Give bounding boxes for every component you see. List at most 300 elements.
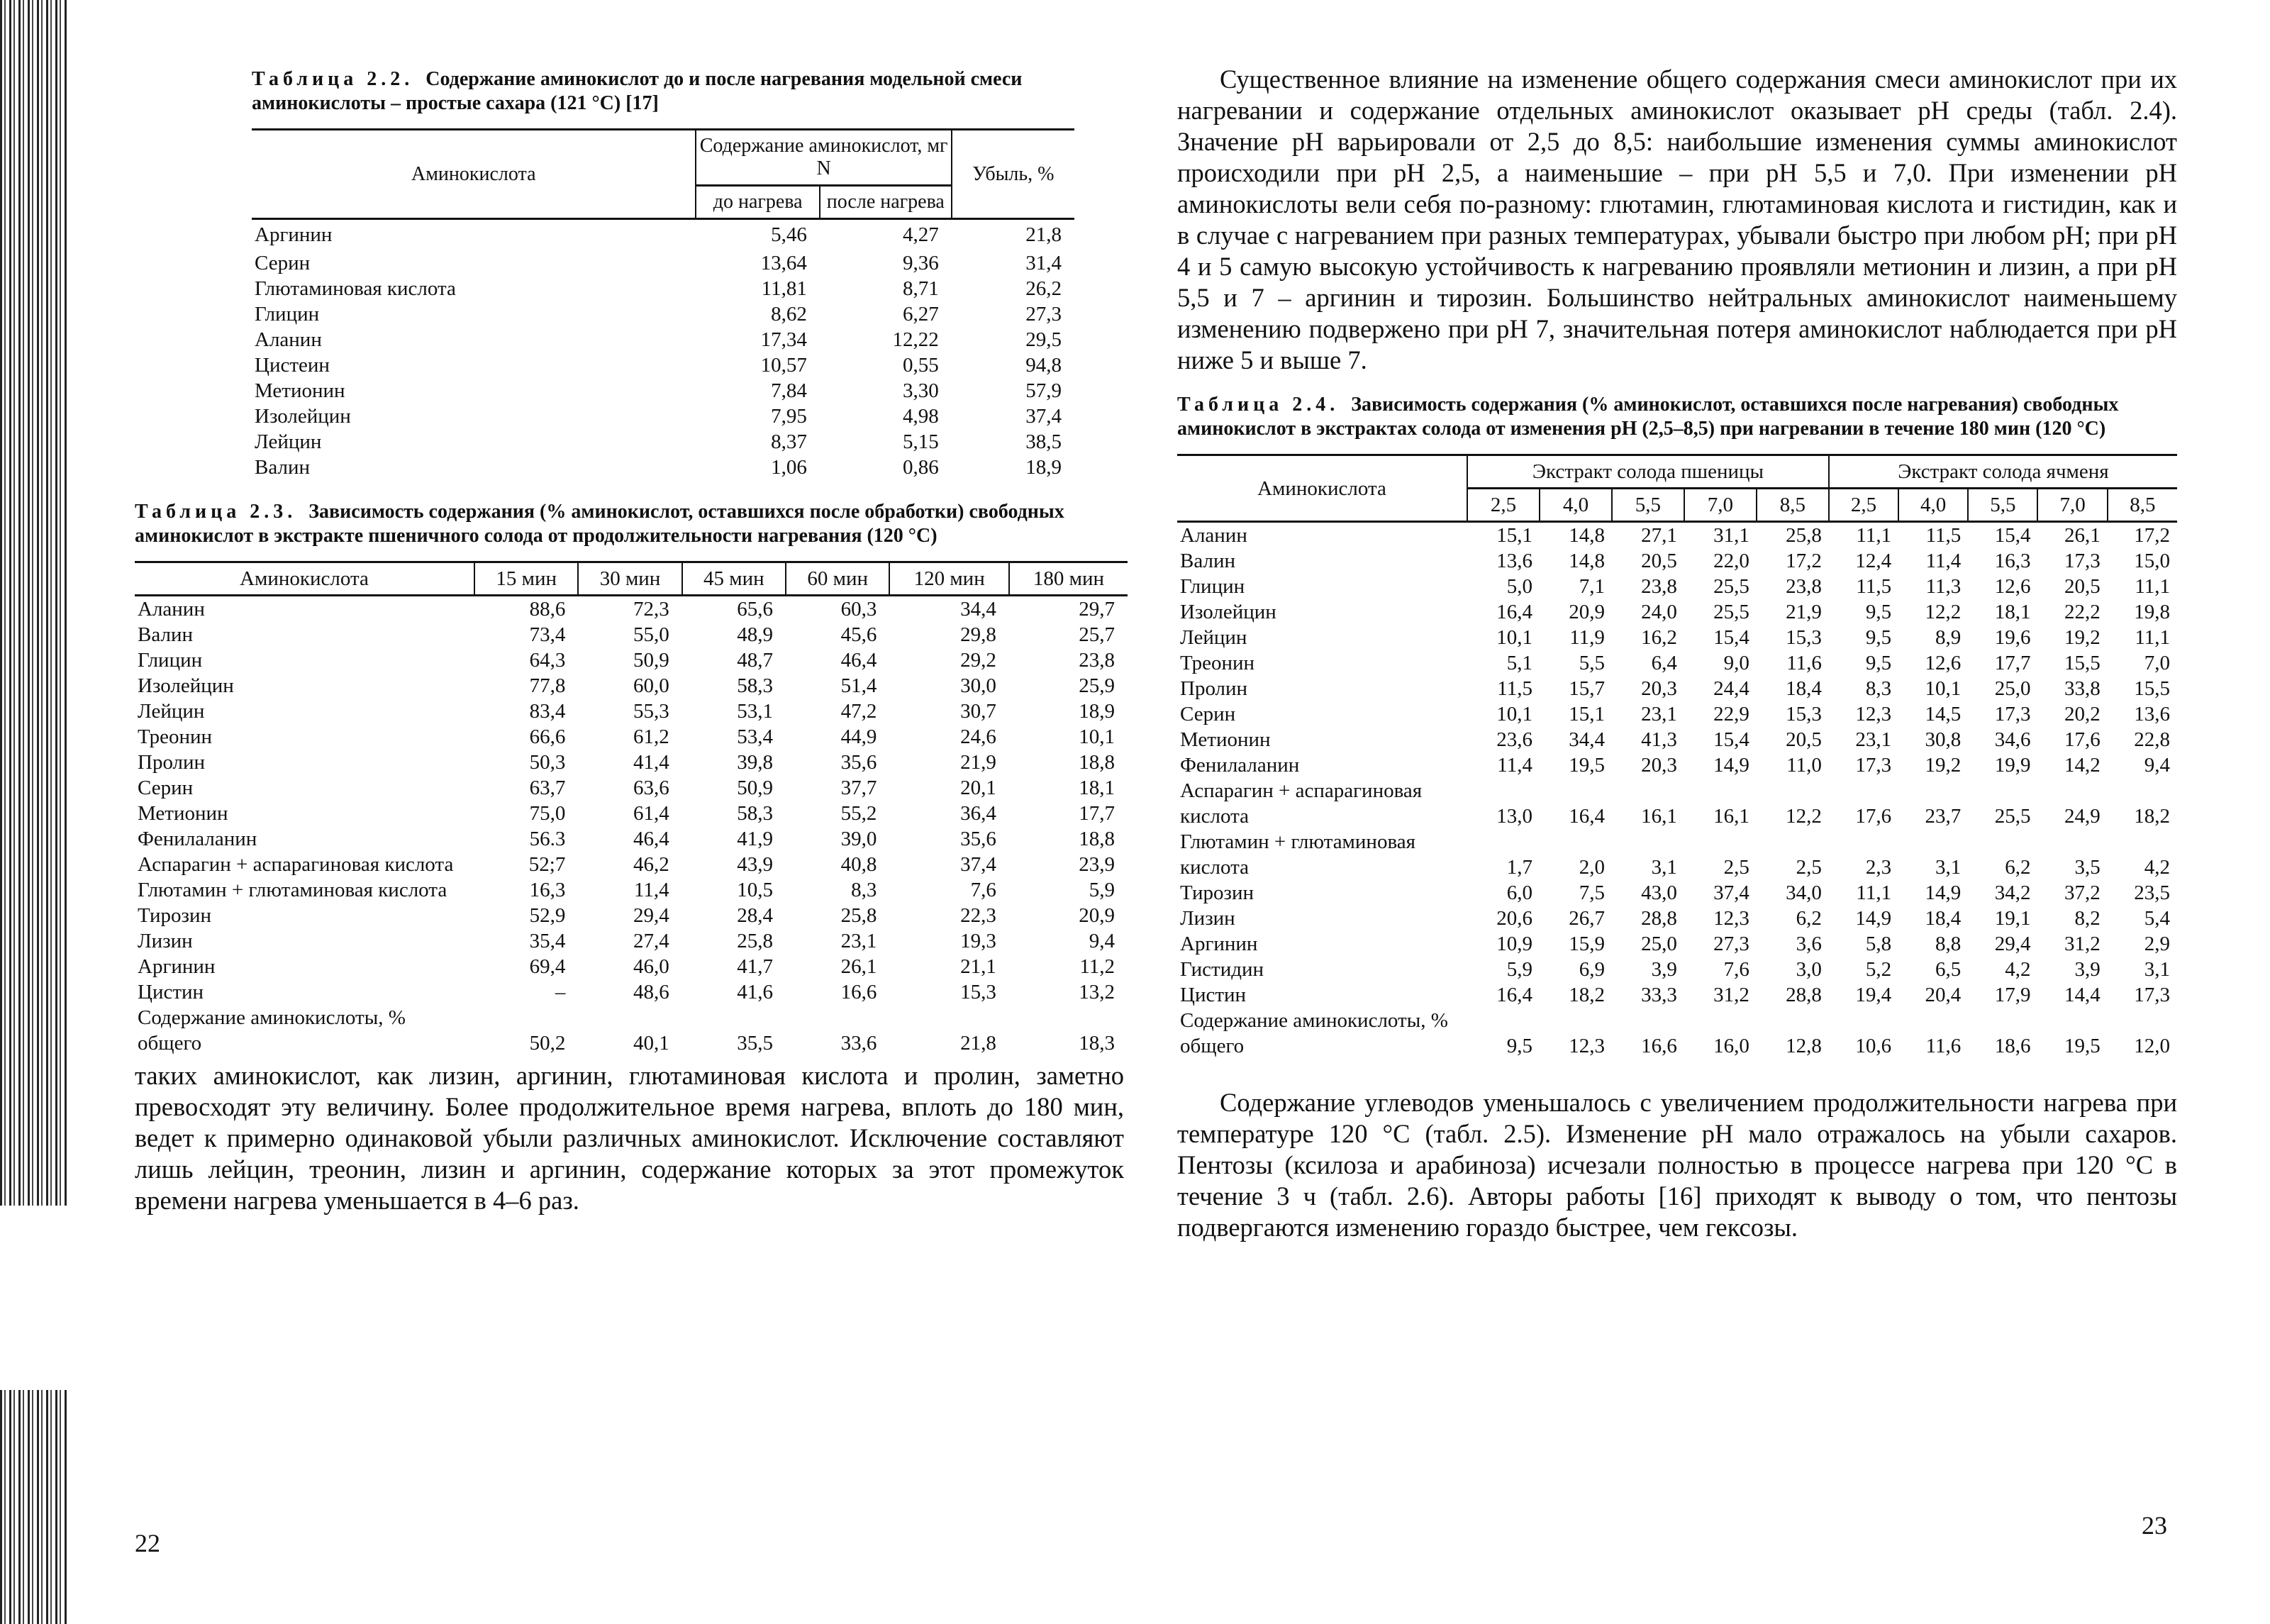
value-cell: 34,6 xyxy=(1994,728,2031,751)
value-cell: 4,2 xyxy=(2144,856,2170,879)
table-row xyxy=(135,775,1128,801)
value-cell: 11,6 xyxy=(1925,1035,1962,1057)
value-cell: 24,4 xyxy=(1713,677,1749,700)
value-cell: 0,55 xyxy=(903,353,939,377)
value-cell: 51,4 xyxy=(840,674,877,697)
t22-header-before: до нагрева xyxy=(696,186,819,219)
value-cell: 10,57 xyxy=(760,353,807,377)
value-cell: 5,8 xyxy=(1865,933,1892,955)
value-cell: 55,0 xyxy=(633,623,669,646)
value-cell: 8,9 xyxy=(1935,626,1962,649)
value-cell: 6,2 xyxy=(1796,907,1822,930)
value-cell: 52,9 xyxy=(529,903,566,927)
amino-acid-name: Аргинин xyxy=(255,223,333,247)
amino-acid-name: Треонин xyxy=(1180,652,1255,674)
value-cell: 7,5 xyxy=(1579,881,1605,904)
value-cell: 5,0 xyxy=(1506,575,1532,598)
value-cell: 40,1 xyxy=(633,1031,669,1055)
value-cell: 1,06 xyxy=(771,455,807,479)
value-cell: 3,0 xyxy=(1796,958,1822,981)
ph-header-7: 5,5 xyxy=(1968,489,2037,522)
value-cell: 27,4 xyxy=(633,929,669,952)
value-cell: 14,4 xyxy=(2064,984,2101,1006)
value-cell: 31,1 xyxy=(1713,524,1749,547)
value-cell: 23,8 xyxy=(1786,575,1822,598)
value-cell: 23,6 xyxy=(1496,728,1532,751)
value-cell: 25,9 xyxy=(1079,674,1115,697)
table-row xyxy=(135,801,1128,826)
value-cell: 21,9 xyxy=(960,750,996,774)
value-cell: 8,2 xyxy=(2074,907,2101,930)
table-row xyxy=(1177,906,2177,931)
table-2-3-title: Зависимость содержания (% аминокислот, оставшихся после обработки) свободных аминокислот в экстракте пшеничного солода от продолжительности нагревания (120 °C) xyxy=(135,500,1064,547)
value-cell: 18,1 xyxy=(1994,601,2031,623)
right-page xyxy=(1177,64,2177,1243)
value-cell: 16,0 xyxy=(1713,1035,1749,1057)
value-cell: 19,3 xyxy=(960,929,996,952)
value-cell: 38,5 xyxy=(1025,430,1062,453)
value-cell: 7,1 xyxy=(1579,575,1605,598)
value-cell: 2,9 xyxy=(2144,933,2170,955)
value-cell: 3,1 xyxy=(1935,856,1962,879)
value-cell: 37,4 xyxy=(1025,404,1062,428)
value-cell: 18,8 xyxy=(1079,750,1115,774)
value-cell: 24,0 xyxy=(1641,601,1677,623)
value-cell: 34,4 xyxy=(1569,728,1605,751)
value-cell: 52;7 xyxy=(528,852,566,876)
amino-acid-name: Серин xyxy=(255,251,311,274)
value-cell: 23,1 xyxy=(1641,703,1677,725)
value-cell: 18,4 xyxy=(1925,907,1962,930)
value-cell: 23,5 xyxy=(2134,881,2170,904)
value-cell: 34,2 xyxy=(1994,881,2031,904)
value-cell: 26,7 xyxy=(1569,907,1605,930)
right-paragraph-bottom: Содержание углеводов уменьшалось с увеличением продолжительности нагрева при температуре 120 °C (табл. 2.5). Изменение pH мало отражалось на убыли сахаров. Пентозы (ксилоза и арабиноза) исчезали полностью в процессе нагрева при 120 °C в течение 3 ч (табл. 2.6). Авторы работы [16] приходят к выводу о том, что пентозы подвергаются изменению гораздо быстрее, чем гексозы. xyxy=(1177,1088,2177,1242)
table-row xyxy=(252,455,1074,480)
value-cell: 14,8 xyxy=(1569,550,1605,572)
value-cell: 18,6 xyxy=(1994,1035,2031,1057)
table-row xyxy=(1177,829,2177,880)
value-cell: 50,9 xyxy=(633,648,669,672)
value-cell: 46,4 xyxy=(633,827,669,850)
value-cell: 13,2 xyxy=(1079,980,1115,1003)
table-2-4-body xyxy=(1177,522,2177,1060)
value-cell: 75,0 xyxy=(529,801,566,825)
value-cell: 15,4 xyxy=(1994,524,2031,547)
amino-acid-name: Аланин xyxy=(255,328,322,351)
table-2-2 xyxy=(252,128,1074,480)
value-cell: 64,3 xyxy=(529,648,566,672)
value-cell: 29,8 xyxy=(960,623,996,646)
t23-header-5: 120 мин xyxy=(889,562,1009,595)
value-cell: 41,6 xyxy=(737,980,774,1003)
value-cell: 23,1 xyxy=(840,929,877,952)
value-cell: 15,3 xyxy=(960,980,996,1003)
value-cell: 20,5 xyxy=(2064,575,2101,598)
value-cell: 19,5 xyxy=(2064,1035,2101,1057)
table-row xyxy=(135,852,1128,877)
value-cell: 2,3 xyxy=(1865,856,1892,879)
value-cell: 41,9 xyxy=(737,827,774,850)
table-row xyxy=(1177,548,2177,574)
value-cell: 29,5 xyxy=(1025,328,1062,351)
table-row xyxy=(135,928,1128,954)
t24-header-amino: Аминокислота xyxy=(1177,455,1467,522)
value-cell: 15,1 xyxy=(1569,703,1605,725)
value-cell: 6,4 xyxy=(1651,652,1677,674)
value-cell: 45,6 xyxy=(840,623,877,646)
value-cell: 29,4 xyxy=(1994,933,2031,955)
value-cell: 17,34 xyxy=(760,328,807,351)
table-2-2-body xyxy=(252,219,1074,480)
table-row xyxy=(252,250,1074,276)
value-cell: 16,3 xyxy=(1994,550,2031,572)
value-cell: 6,27 xyxy=(903,302,939,326)
value-cell: 5,2 xyxy=(1865,958,1892,981)
value-cell: 15,0 xyxy=(2134,550,2170,572)
value-cell: 3,9 xyxy=(2074,958,2101,981)
table-row xyxy=(252,327,1074,352)
amino-acid-name: Валин xyxy=(138,623,193,646)
value-cell: 16,2 xyxy=(1641,626,1677,649)
value-cell: 25,0 xyxy=(1641,933,1677,955)
value-cell: 23,7 xyxy=(1925,805,1962,828)
table-row xyxy=(252,352,1074,378)
value-cell: 5,46 xyxy=(771,223,807,247)
ph-header-3: 7,0 xyxy=(1684,489,1757,522)
amino-acid-name: Гистидин xyxy=(1180,958,1264,981)
value-cell: 26,2 xyxy=(1025,277,1062,300)
value-cell: 7,84 xyxy=(771,379,807,402)
value-cell: 11,4 xyxy=(1497,754,1532,777)
value-cell: 10,1 xyxy=(1496,703,1532,725)
value-cell: 8,3 xyxy=(851,878,877,901)
value-cell: 16,4 xyxy=(1569,805,1605,828)
value-cell: 31,2 xyxy=(2064,933,2101,955)
value-cell: 41,7 xyxy=(737,955,774,978)
ph-header-2: 5,5 xyxy=(1612,489,1684,522)
value-cell: 1,7 xyxy=(1506,856,1532,879)
table-row xyxy=(1177,752,2177,778)
ph-header-1: 4,0 xyxy=(1540,489,1612,522)
value-cell: 46,2 xyxy=(633,852,669,876)
value-cell: 3,5 xyxy=(2074,856,2101,879)
value-cell: 9,5 xyxy=(1865,652,1892,674)
value-cell: 20,5 xyxy=(1786,728,1822,751)
value-cell: 40,8 xyxy=(840,852,877,876)
value-cell: 11,4 xyxy=(634,878,669,901)
value-cell: 11,5 xyxy=(1925,524,1962,547)
amino-acid-name: Валин xyxy=(1180,550,1235,572)
value-cell: 8,8 xyxy=(1935,933,1962,955)
value-cell: 18,8 xyxy=(1079,827,1115,850)
value-cell: 11,1 xyxy=(2135,626,2170,649)
amino-acid-name: Тирозин xyxy=(1180,881,1254,904)
value-cell: 15,3 xyxy=(1786,703,1822,725)
table-row xyxy=(1177,676,2177,701)
value-cell: 5,15 xyxy=(903,430,939,453)
table-2-4-label: Таблица 2.4. xyxy=(1177,394,1340,416)
value-cell: 11,5 xyxy=(1497,677,1532,700)
value-cell: 23,8 xyxy=(1079,648,1115,672)
amino-acid-name: Лейцин xyxy=(138,699,205,723)
value-cell: 13,6 xyxy=(2134,703,2170,725)
page-number-right: 23 xyxy=(2142,1511,2167,1540)
value-cell: 14,9 xyxy=(1713,754,1749,777)
table-row xyxy=(252,429,1074,455)
ph-header-8: 7,0 xyxy=(2037,489,2107,522)
value-cell: 17,2 xyxy=(1786,550,1822,572)
value-cell: 17,3 xyxy=(2134,984,2170,1006)
value-cell: 17,3 xyxy=(2064,550,2101,572)
value-cell: 19,2 xyxy=(2064,626,2101,649)
value-cell: 16,1 xyxy=(1713,805,1749,828)
value-cell: 23,9 xyxy=(1079,852,1115,876)
amino-acid-name: Серин xyxy=(138,776,194,799)
amino-acid-name: Метионин xyxy=(255,379,345,402)
table-2-2-title: Содержание аминокислот до и после нагревания модельной смеси аминокислоты – простые сахара (121 °C) [17] xyxy=(252,68,1023,114)
table-row xyxy=(252,276,1074,301)
ph-header-4: 8,5 xyxy=(1757,489,1829,522)
value-cell: 11,9 xyxy=(1569,626,1605,649)
value-cell: 28,8 xyxy=(1786,984,1822,1006)
value-cell: 7,0 xyxy=(2144,652,2170,674)
value-cell: 12,6 xyxy=(1925,652,1962,674)
value-cell: 2,5 xyxy=(1796,856,1822,879)
amino-acid-name: Аспарагин + аспарагиновая кислота xyxy=(138,852,454,876)
value-cell: 25,8 xyxy=(840,903,877,927)
value-cell: 27,1 xyxy=(1641,524,1677,547)
value-cell: 35,5 xyxy=(737,1031,774,1055)
table-2-2-caption xyxy=(252,67,1096,116)
value-cell: 5,9 xyxy=(1089,878,1115,901)
value-cell: 23,8 xyxy=(1641,575,1677,598)
value-cell: 18,9 xyxy=(1025,455,1062,479)
value-cell: 37,4 xyxy=(960,852,996,876)
value-cell: 11,3 xyxy=(1925,575,1962,598)
value-cell: 66,6 xyxy=(529,725,566,748)
value-cell: 10,1 xyxy=(1496,626,1532,649)
table-row xyxy=(1177,931,2177,957)
value-cell: 46,0 xyxy=(633,955,669,978)
value-cell: 16,4 xyxy=(1496,601,1532,623)
table-row xyxy=(135,647,1128,673)
value-cell: 41,4 xyxy=(633,750,669,774)
value-cell: 22,0 xyxy=(1713,550,1749,572)
amino-acid-name: Глютамин + глютаминовая кислота xyxy=(138,878,447,901)
value-cell: 14,9 xyxy=(1855,907,1892,930)
value-cell: 19,8 xyxy=(2134,601,2170,623)
value-cell: 30,8 xyxy=(1925,728,1962,751)
value-cell: 9,5 xyxy=(1506,1035,1532,1057)
value-cell: 20,2 xyxy=(2064,703,2101,725)
table-row xyxy=(1177,1008,2177,1059)
value-cell: 61,4 xyxy=(633,801,669,825)
value-cell: 33,6 xyxy=(840,1031,877,1055)
value-cell: 21,8 xyxy=(1025,223,1062,247)
amino-acid-name: Содержание аминокислоты, % общего xyxy=(1180,1009,1448,1057)
value-cell: 12,3 xyxy=(1855,703,1892,725)
value-cell: 37,4 xyxy=(1713,881,1749,904)
value-cell: 53,4 xyxy=(737,725,774,748)
table-row xyxy=(1177,727,2177,752)
value-cell: 21,1 xyxy=(960,955,996,978)
value-cell: 14,5 xyxy=(1925,703,1962,725)
amino-acid-name: Цистин xyxy=(1180,984,1247,1006)
value-cell: 11,6 xyxy=(1786,652,1822,674)
value-cell: 37,7 xyxy=(840,776,877,799)
value-cell: 4,27 xyxy=(903,223,939,247)
t24-header-barley: Экстракт солода ячменя xyxy=(1829,455,2177,489)
value-cell: 20,4 xyxy=(1925,984,1962,1006)
value-cell: 37,2 xyxy=(2064,881,2101,904)
value-cell: 19,6 xyxy=(1994,626,2031,649)
value-cell: 27,3 xyxy=(1025,302,1062,326)
value-cell: 26,1 xyxy=(840,955,877,978)
amino-acid-name: Аргинин xyxy=(138,955,216,978)
value-cell: 17,6 xyxy=(1855,805,1892,828)
amino-acid-name: Метионин xyxy=(138,801,228,825)
table-2-3-body xyxy=(135,595,1128,1056)
t22-header-loss: Убыль, % xyxy=(952,130,1074,219)
table-row xyxy=(252,301,1074,327)
value-cell: 14,2 xyxy=(2064,754,2101,777)
value-cell: 44,9 xyxy=(840,725,877,748)
value-cell: 12,3 xyxy=(1713,907,1749,930)
t23-header-4: 60 мин xyxy=(786,562,889,595)
value-cell: 18,3 xyxy=(1079,1031,1115,1055)
value-cell: 22,3 xyxy=(960,903,996,927)
value-cell: 48,9 xyxy=(737,623,774,646)
value-cell: 58,3 xyxy=(737,674,774,697)
value-cell: 9,5 xyxy=(1865,626,1892,649)
value-cell: 10,1 xyxy=(1079,725,1115,748)
ph-header-5: 2,5 xyxy=(1829,489,1898,522)
amino-acid-name: Глицин xyxy=(255,302,320,326)
value-cell: 11,81 xyxy=(761,277,807,300)
value-cell: 13,64 xyxy=(760,251,807,274)
value-cell: 56.3 xyxy=(529,827,566,850)
amino-acid-name: Пролин xyxy=(1180,677,1248,700)
value-cell: 88,6 xyxy=(529,597,566,621)
table-2-4-title: Зависимость содержания (% аминокислот, оставшихся после нагревания) свободных аминокислот в экстрактах солода от изменения pH (2,5–8,5) при нагревании в течение 180 мин (120 °C) xyxy=(1177,394,2119,440)
value-cell: 20,6 xyxy=(1496,907,1532,930)
value-cell: 11,5 xyxy=(1856,575,1892,598)
value-cell: 6,0 xyxy=(1506,881,1532,904)
value-cell: 12,6 xyxy=(1994,575,2031,598)
value-cell: 9,36 xyxy=(903,251,939,274)
table-row xyxy=(1177,625,2177,650)
value-cell: 17,7 xyxy=(1079,801,1115,825)
value-cell: 29,7 xyxy=(1079,597,1115,621)
amino-acid-name: Лейцин xyxy=(1180,626,1247,649)
ph-header-6: 4,0 xyxy=(1898,489,1968,522)
amino-acid-name: Фенилаланин xyxy=(1180,754,1300,777)
amino-acid-name: Изолейцин xyxy=(255,404,351,428)
value-cell: 60,0 xyxy=(633,674,669,697)
amino-acid-name: Аспарагин + аспарагиновая кислота xyxy=(1180,779,1423,828)
value-cell: 13,0 xyxy=(1496,805,1532,828)
value-cell: 25,5 xyxy=(1713,575,1749,598)
value-cell: 5,5 xyxy=(1579,652,1605,674)
value-cell: 24,9 xyxy=(2064,805,2101,828)
table-row xyxy=(252,404,1074,429)
value-cell: 6,9 xyxy=(1579,958,1605,981)
value-cell: 33,8 xyxy=(2064,677,2101,700)
value-cell: 9,4 xyxy=(2144,754,2170,777)
value-cell: 25,5 xyxy=(1713,601,1749,623)
value-cell: 9,0 xyxy=(1723,652,1749,674)
value-cell: 17,9 xyxy=(1994,984,2031,1006)
value-cell: 25,0 xyxy=(1994,677,2031,700)
value-cell: 41,3 xyxy=(1641,728,1677,751)
value-cell: 10,6 xyxy=(1855,1035,1892,1057)
amino-acid-name: Фенилаланин xyxy=(138,827,257,850)
value-cell: 3,9 xyxy=(1651,958,1677,981)
value-cell: 5,4 xyxy=(2144,907,2170,930)
value-cell: 18,2 xyxy=(1569,984,1605,1006)
value-cell: 46,4 xyxy=(840,648,877,672)
value-cell: 18,9 xyxy=(1079,699,1115,723)
value-cell: 25,5 xyxy=(1994,805,2031,828)
value-cell: 39,0 xyxy=(840,827,877,850)
table-row xyxy=(1177,522,2177,549)
value-cell: 15,3 xyxy=(1786,626,1822,649)
value-cell: 22,8 xyxy=(2134,728,2170,751)
value-cell: 12,8 xyxy=(1786,1035,1822,1057)
value-cell: 2,5 xyxy=(1723,856,1749,879)
value-cell: 60,3 xyxy=(840,597,877,621)
right-paragraph-top: Существенное влияние на изменение общего содержания смеси аминокислот при их нагревании и содержание отдельных аминокислот оказывает pH среды (табл. 2.4). Значение pH варьировали от 2,5 до 8,5: наибольшие изменения суммы аминокислот происходили при pH 2,5, а наименьшие – при pH 5,5 и 7,0. При изменении pH аминокислоты вели себя по-разному: глютамин, глютаминовая кислота и гистидин, как и в случае с нагреванием при разных температурах, убывали быстро при любом pH; при pH 4 и 5 самую высокую устойчивость к нагреванию проявляли метионин и лизин, а при pH 5,5 и 7 – аргинин и тирозин. Большинство нейтральных аминокислот наименьшему изменению подвержено при pH 7, значительная потеря аминокислот наблюдается при pH ниже 5 и выше 7. xyxy=(1177,65,2177,374)
amino-acid-name: Глютамин + глютаминовая кислота xyxy=(1180,830,1415,879)
value-cell: 48,7 xyxy=(737,648,774,672)
value-cell: 43,9 xyxy=(737,852,774,876)
value-cell: 57,9 xyxy=(1025,379,1062,402)
table-row xyxy=(1177,701,2177,727)
value-cell: 15,1 xyxy=(1496,524,1532,547)
amino-acid-name: Лизин xyxy=(138,929,193,952)
value-cell: 12,4 xyxy=(1855,550,1892,572)
value-cell: 3,1 xyxy=(2144,958,2170,981)
table-2-4 xyxy=(1177,454,2177,1059)
value-cell: 47,2 xyxy=(840,699,877,723)
value-cell: 11,1 xyxy=(1856,524,1892,547)
value-cell: 29,2 xyxy=(960,648,996,672)
amino-acid-name: Аргинин xyxy=(1180,933,1258,955)
value-cell: 31,2 xyxy=(1713,984,1749,1006)
t23-header-2: 30 мин xyxy=(578,562,681,595)
value-cell: 26,1 xyxy=(2064,524,2101,547)
table-row xyxy=(135,979,1128,1005)
t23-header-3: 45 мин xyxy=(682,562,786,595)
value-cell: 16,3 xyxy=(529,878,566,901)
value-cell: 77,8 xyxy=(529,674,566,697)
value-cell: 8,71 xyxy=(903,277,939,300)
value-cell: 17,3 xyxy=(1994,703,2031,725)
t23-header-1: 15 мин xyxy=(474,562,578,595)
value-cell: 58,3 xyxy=(737,801,774,825)
value-cell: 28,4 xyxy=(737,903,774,927)
table-row xyxy=(135,1005,1128,1056)
value-cell: 18,2 xyxy=(2134,805,2170,828)
value-cell: 20,9 xyxy=(1079,903,1115,927)
amino-acid-name: Изолейцин xyxy=(1180,601,1276,623)
value-cell: 12,0 xyxy=(2134,1035,2170,1057)
value-cell: 2,0 xyxy=(1579,856,1605,879)
value-cell: 15,4 xyxy=(1713,728,1749,751)
left-paragraph: таких аминокислот, как лизин, аргинин, глютаминовая кислота и пролин, заметно превосходят эту величину. Более продолжительное время нагрева, вплоть до 180 мин, ведет к примерно одинаковой убыли различных аминокислот. Исключение составляют лишь лейцин, треонин, лизин и аргинин, содержание которых за этот промежуток времени нагрева уменьшается в 4–6 раз. xyxy=(135,1060,1124,1215)
value-cell: 12,3 xyxy=(1569,1035,1605,1057)
